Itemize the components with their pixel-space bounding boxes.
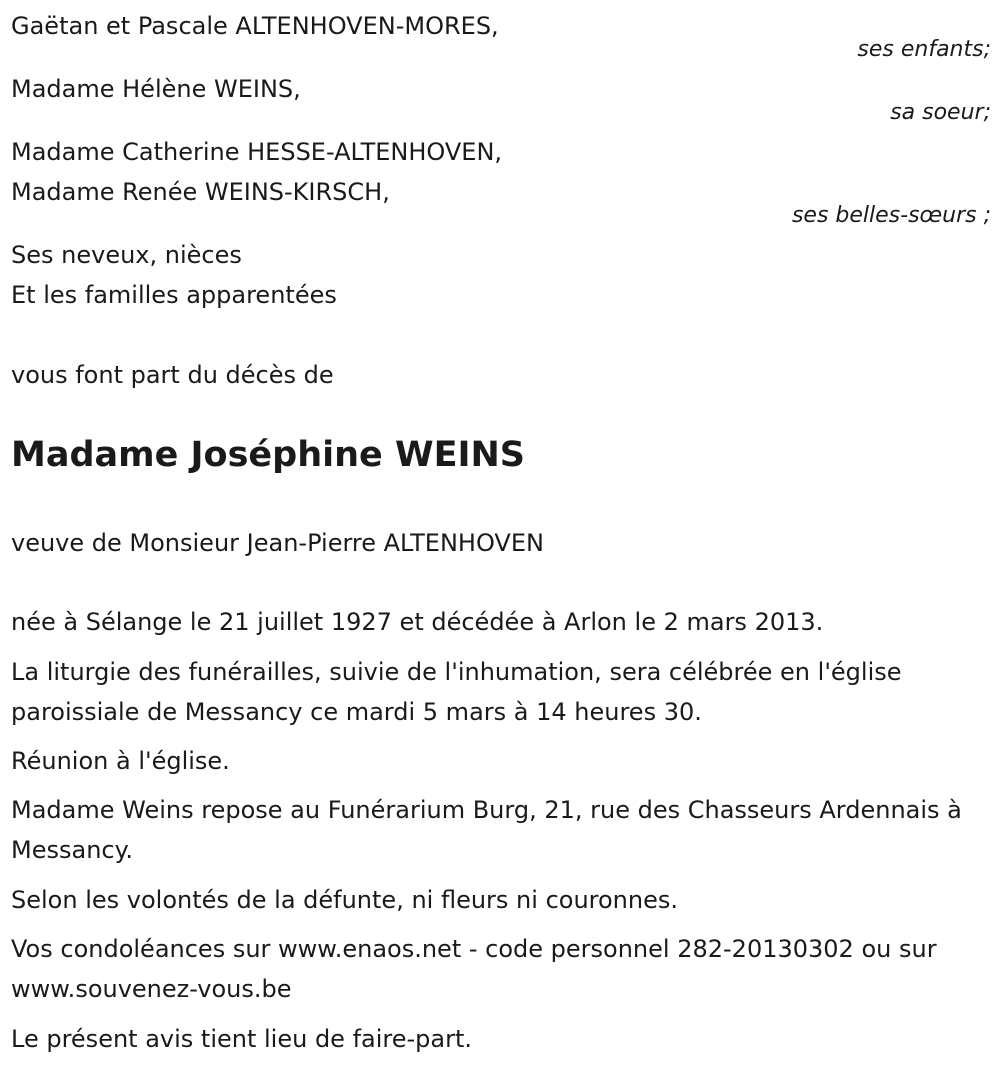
deceased-name: Madame Joséphine WEINS: [11, 435, 525, 475]
birth-death-paragraph: née à Sélange le 21 juillet 1927 et décédée à Arlon le 2 mars 2013.: [11, 608, 824, 636]
obituary-notice: [11, 0, 991, 1075]
announcement: vous font part du décès de: [11, 361, 334, 389]
widow-of: veuve de Monsieur Jean-Pierre ALTENHOVEN: [11, 529, 544, 557]
condolences-paragraph: Vos condoléances sur www.enaos.net - code personnel 282-20130302 ou sur www.souvenez-vous.be: [11, 935, 937, 1003]
sister-in-law-2: Madame Renée WEINS-KIRSCH,: [11, 178, 390, 206]
children-role: ses enfants;: [857, 37, 991, 62]
notice-paragraph: Le présent avis tient lieu de faire-part.: [11, 1025, 473, 1053]
funeral-home-paragraph: Madame Weins repose au Funérarium Burg, 21, rue des Chasseurs Ardennais à Messancy.: [11, 796, 962, 864]
sister-role: sa soeur;: [890, 100, 991, 125]
sister-in-law-1: Madame Catherine HESSE-ALTENHOVEN,: [11, 138, 503, 166]
children-names: Gaëtan et Pascale ALTENHOVEN-MORES,: [11, 12, 499, 40]
sister-name: Madame Hélène WEINS,: [11, 75, 301, 103]
relatives-line: Et les familles apparentées: [11, 281, 337, 309]
liturgy-paragraph: La liturgie des funérailles, suivie de l'inhumation, sera célébrée en l'église paroissiale de Messancy ce mardi 5 mars à 14 heures 30.: [11, 658, 902, 726]
nephews-line: Ses neveux, nièces: [11, 241, 242, 269]
flowers-paragraph: Selon les volontés de la défunte, ni fleurs ni couronnes.: [11, 886, 678, 914]
meeting-paragraph: Réunion à l'église.: [11, 747, 230, 775]
sisters-in-law-role: ses belles-sœurs ;: [791, 203, 991, 228]
